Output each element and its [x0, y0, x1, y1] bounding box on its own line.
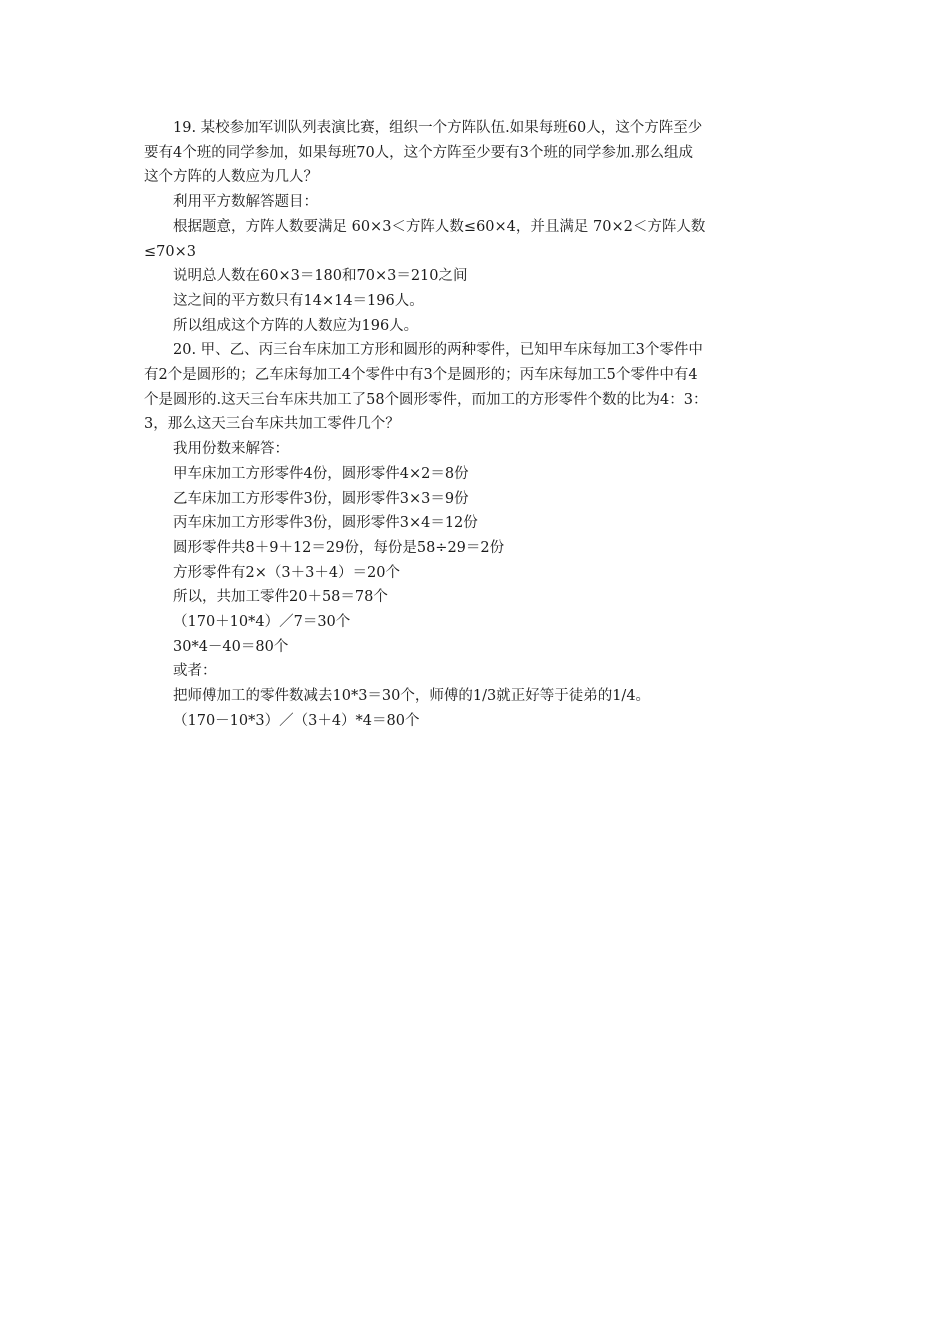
question-20-step: 丙车床加工方形零件3份，圆形零件3×4＝12份 — [173, 515, 478, 532]
question-19-step-2: 这之间的平方数只有14×14＝196人。 — [173, 292, 424, 309]
question-19-line-2: 要有4个班的同学参加，如果每班70人，这个方阵至少要有3个班的同学参加.那么组成 — [144, 144, 694, 161]
question-20-step: 或者： — [173, 663, 217, 680]
question-20-step: 圆形零件共8＋9＋12＝29份，每份是58÷29＝2份 — [173, 539, 505, 556]
question-20-step: 乙车床加工方形零件3份，圆形零件3×3＝9份 — [173, 490, 469, 507]
question-20-step: 方形零件有2×（3＋3＋4）＝20个 — [173, 564, 401, 581]
question-19-answer: 所以组成这个方阵的人数应为196人。 — [173, 317, 419, 334]
question-19-line-1: 19. 某校参加军训队列表演比赛，组织一个方阵队伍.如果每班60人，这个方阵至少 — [173, 120, 703, 136]
question-20-method: 我用份数来解答： — [173, 441, 289, 458]
question-20-line-4: 3，那么这天三台车床共加工零件几个？ — [144, 416, 400, 433]
question-20-step: （170＋10*4）／7＝30个 — [173, 614, 351, 631]
question-19-line-3: 这个方阵的人数应为几人？ — [144, 169, 318, 186]
question-20-line-3: 个是圆形的.这天三台车床共加工了58个圆形零件，而加工的方形零件个数的比为4：3： — [144, 391, 708, 408]
question-20 — [144, 338, 806, 733]
document-page — [144, 116, 806, 734]
question-19-method: 利用平方数解答题目： — [173, 194, 318, 211]
question-19-reason-line-1: 根据题意，方阵人数要满足 60×3＜方阵人数≤60×4，并且满足 70×2＜方阵人数 — [173, 218, 706, 235]
question-20-line-2: 有2个是圆形的；乙车床每加工4个零件中有3个是圆形的；丙车床每加工5个零件中有4 — [144, 367, 698, 384]
question-20-step: 甲车床加工方形零件4份，圆形零件4×2＝8份 — [173, 465, 469, 482]
question-19-step-1: 说明总人数在60×3＝180和70×3＝210之间 — [173, 268, 468, 285]
question-20-line-1: 20. 甲、乙、丙三台车床加工方形和圆形的两种零件，已知甲车床每加工3个零件中 — [173, 342, 703, 359]
question-19-reason-line-2: ≤70×3 — [144, 243, 196, 260]
question-20-step: 30*4－40＝80个 — [173, 638, 289, 655]
question-19 — [144, 116, 806, 338]
question-20-step: 所以，共加工零件20＋58＝78个 — [173, 589, 388, 606]
question-20-step: 把师傅加工的零件数减去10*3＝30个，师傅的1/3就正好等于徒弟的1/4。 — [173, 688, 651, 705]
question-20-step: （170－10*3）／（3＋4）*4＝80个 — [173, 712, 420, 729]
